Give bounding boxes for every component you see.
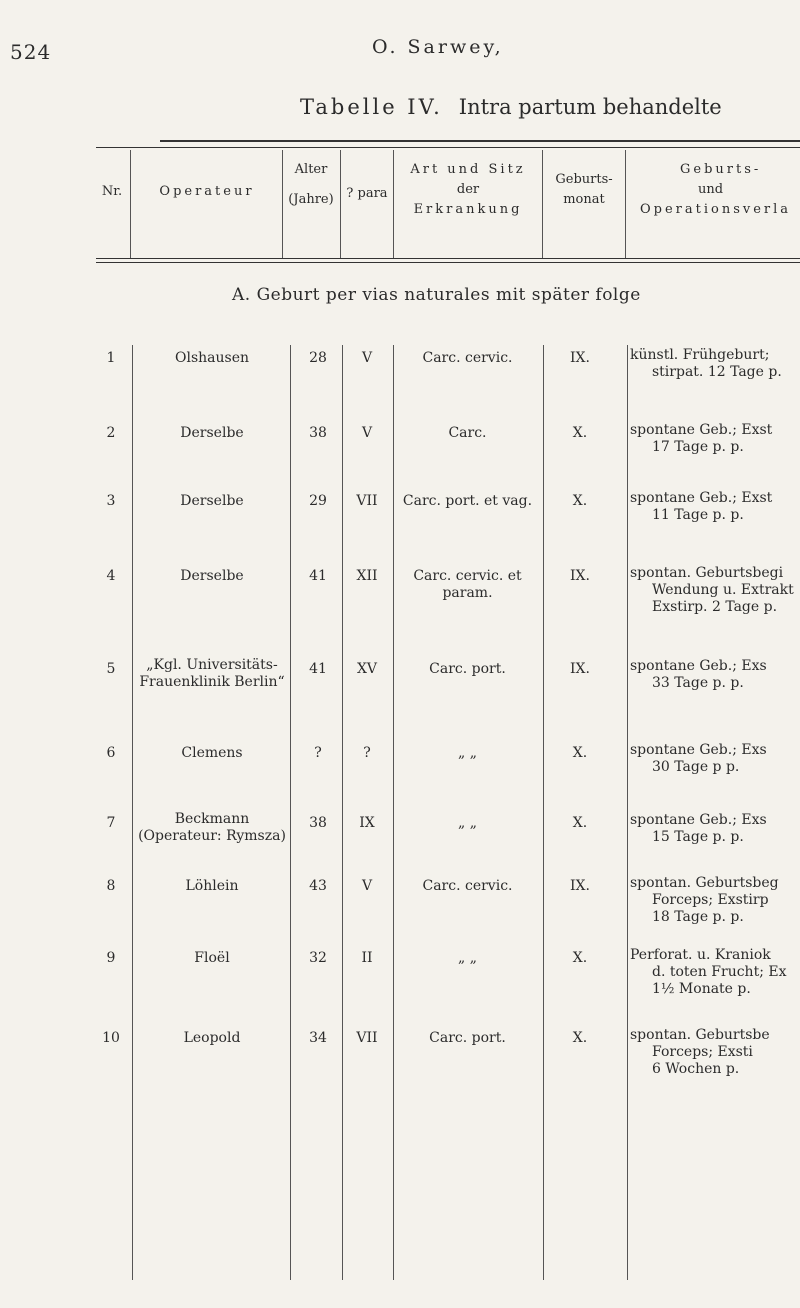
row-verlauf-line: Forceps; Exsti — [652, 1044, 753, 1060]
row-nr: 4 — [106, 568, 116, 584]
row-verlauf — [630, 347, 800, 381]
row-verlauf-line: 30 Tage p p. — [652, 759, 740, 775]
row-erkrankung-line: Carc. port. — [429, 1030, 506, 1046]
row-operateur-line: Leopold — [183, 1030, 241, 1046]
row-erkrankung-line: Carc. cervic. et — [413, 568, 522, 584]
row-erkrankung-line: param. — [442, 585, 493, 601]
row-nr: 6 — [106, 745, 116, 761]
row-para: ? — [363, 745, 371, 761]
row-para: V — [361, 878, 373, 894]
row-verlauf-line: künstl. Frühgeburt; — [630, 347, 770, 363]
row-alter: 32 — [309, 950, 327, 966]
row-operateur-line: Clemens — [181, 745, 243, 761]
row-para: IX — [359, 815, 375, 831]
col-divider — [393, 345, 394, 1280]
row-monat: X. — [572, 745, 588, 761]
row-operateur-line: Derselbe — [180, 493, 244, 509]
table-title — [300, 95, 722, 119]
row-erkrankung — [395, 568, 540, 602]
row-para: XII — [356, 568, 378, 584]
row-operateur-line: Derselbe — [180, 425, 244, 441]
row-verlauf — [630, 947, 800, 998]
running-head: O. Sarwey, — [372, 36, 504, 58]
row-verlauf-line: Perforat. u. Kraniok — [630, 947, 771, 963]
header-bottom-rule-2 — [96, 262, 800, 263]
row-erkrankung-line: Carc. port. — [429, 661, 506, 677]
col-divider — [625, 150, 626, 258]
header-erkrankung — [394, 160, 542, 220]
row-operateur — [132, 568, 292, 585]
header-art-line3: Erkrankung — [413, 202, 523, 217]
row-operateur-line: Beckmann — [174, 811, 250, 827]
row-verlauf-line: spontan. Geburtsbe — [630, 1027, 770, 1043]
row-nr: 8 — [106, 878, 116, 894]
row-para: VII — [356, 1030, 378, 1046]
row-verlauf-line: Forceps; Exstirp — [652, 892, 769, 908]
header-art-line1: Art und Sitz — [410, 162, 526, 177]
row-verlauf — [630, 422, 800, 456]
row-monat: IX. — [570, 878, 590, 894]
row-operateur-line: Olshausen — [174, 350, 249, 366]
row-erkrankung-line: Carc. — [448, 425, 487, 441]
row-verlauf-line: Wendung u. Extrakt — [652, 582, 794, 598]
row-erkrankung — [395, 493, 540, 510]
row-verlauf-line: 6 Wochen p. — [652, 1061, 740, 1077]
row-monat: X. — [572, 815, 588, 831]
row-nr: 2 — [106, 425, 116, 441]
row-nr: 1 — [106, 350, 116, 366]
row-para: VII — [356, 493, 378, 509]
header-verlauf — [628, 160, 800, 220]
row-verlauf-line: d. toten Frucht; Ex — [652, 964, 787, 980]
row-erkrankung — [395, 950, 540, 967]
row-monat: X. — [572, 493, 588, 509]
row-monat: X. — [572, 1030, 588, 1046]
header-alter-line2: (Jahre) — [288, 192, 334, 207]
row-nr: 7 — [106, 815, 116, 831]
row-verlauf-line: Exstirp. 2 Tage p. — [652, 599, 778, 615]
row-verlauf — [630, 742, 800, 776]
row-operateur-line: „Kgl. Universitäts- — [146, 657, 278, 673]
header-para: ? para — [346, 186, 388, 201]
row-nr: 10 — [102, 1030, 120, 1046]
row-verlauf-line: spontane Geb.; Exs — [630, 658, 767, 674]
row-erkrankung — [395, 878, 540, 895]
header-alter — [283, 160, 339, 210]
col-divider — [342, 345, 343, 1280]
row-verlauf-line: spontane Geb.; Exst — [630, 490, 773, 506]
row-verlauf-line: 18 Tage p. p. — [652, 909, 744, 925]
row-erkrankung — [395, 815, 540, 832]
row-erkrankung-line: Carc. port. et vag. — [402, 493, 533, 509]
row-verlauf — [630, 1027, 800, 1078]
row-verlauf-line: 1½ Monate p. — [652, 981, 751, 997]
row-verlauf — [630, 565, 800, 616]
row-erkrankung — [395, 661, 540, 678]
col-divider — [543, 345, 544, 1280]
row-monat: X. — [572, 950, 588, 966]
row-erkrankung-line: „ „ — [458, 745, 477, 761]
page-number: 524 — [10, 40, 52, 64]
header-top-rule — [96, 147, 800, 148]
row-operateur — [132, 425, 292, 442]
row-operateur-line: Derselbe — [180, 568, 244, 584]
row-erkrankung — [395, 425, 540, 442]
row-verlauf-line: spontane Geb.; Exs — [630, 742, 767, 758]
row-alter: 38 — [309, 425, 327, 441]
row-nr: 3 — [106, 493, 116, 509]
row-verlauf — [630, 658, 800, 692]
header-geb-line3: Operationsverla — [640, 202, 792, 217]
row-verlauf-line: 15 Tage p. p. — [652, 829, 744, 845]
row-erkrankung — [395, 1030, 540, 1047]
table-caption: Intra partum behandelte — [458, 95, 722, 119]
row-operateur — [132, 657, 292, 691]
header-bottom-rule — [96, 258, 800, 259]
row-operateur — [132, 1030, 292, 1047]
row-operateur — [132, 350, 292, 367]
header-monat-line2: monat — [563, 192, 605, 207]
row-monat: IX. — [570, 350, 590, 366]
top-rule-thick — [160, 140, 800, 142]
header-operateur: Operateur — [159, 184, 255, 199]
row-operateur — [132, 878, 292, 895]
row-monat: IX. — [570, 568, 590, 584]
row-verlauf-line: spontan. Geburtsbegi — [630, 565, 784, 581]
header-monat-line1: Geburts- — [555, 172, 613, 187]
row-monat: IX. — [570, 661, 590, 677]
row-erkrankung-line: Carc. cervic. — [422, 878, 513, 894]
header-nr: Nr. — [101, 184, 123, 199]
row-monat: X. — [572, 425, 588, 441]
row-alter: 41 — [309, 661, 327, 677]
row-alter: ? — [314, 745, 322, 761]
row-operateur-line: Frauenklinik Berlin“ — [139, 674, 285, 690]
row-erkrankung-line: „ „ — [458, 815, 477, 831]
row-alter: 43 — [309, 878, 327, 894]
col-divider — [627, 345, 628, 1280]
row-verlauf-line: 11 Tage p. p. — [652, 507, 744, 523]
row-erkrankung-line: „ „ — [458, 950, 477, 966]
row-operateur-line: Löhlein — [185, 878, 239, 894]
row-operateur — [132, 493, 292, 510]
row-operateur — [132, 811, 292, 845]
header-art-line2: der — [456, 182, 480, 197]
header-geb-line2: und — [698, 182, 724, 197]
row-alter: 34 — [309, 1030, 327, 1046]
row-erkrankung — [395, 350, 540, 367]
col-divider — [130, 150, 131, 258]
row-nr: 5 — [106, 661, 116, 677]
col-divider — [340, 150, 341, 258]
row-verlauf-line: 17 Tage p. p. — [652, 439, 744, 455]
row-para: V — [361, 350, 373, 366]
row-verlauf — [630, 875, 800, 926]
row-para: XV — [356, 661, 378, 677]
header-geb-line1: Geburts- — [680, 162, 762, 177]
header-monat — [543, 170, 625, 210]
row-para: V — [361, 425, 373, 441]
row-erkrankung-line: Carc. cervic. — [422, 350, 513, 366]
row-operateur — [132, 950, 292, 967]
table-label: Tabelle IV. — [300, 95, 443, 119]
row-verlauf-line: spontane Geb.; Exst — [630, 422, 773, 438]
row-alter: 29 — [309, 493, 327, 509]
row-verlauf — [630, 812, 800, 846]
row-operateur — [132, 745, 292, 762]
row-operateur-line: (Operateur: Rymsza) — [138, 828, 286, 844]
row-operateur-line: Floël — [194, 950, 230, 966]
row-para: II — [361, 950, 373, 966]
section-heading-a: A. Geburt per vias naturales mit später folge — [232, 285, 641, 305]
row-verlauf-line: spontan. Geburtsbeg — [630, 875, 779, 891]
row-verlauf-line: 33 Tage p. p. — [652, 675, 744, 691]
row-nr: 9 — [106, 950, 116, 966]
row-alter: 41 — [309, 568, 327, 584]
row-verlauf-line: stirpat. 12 Tage p. — [652, 364, 782, 380]
row-verlauf — [630, 490, 800, 524]
row-alter: 38 — [309, 815, 327, 831]
row-erkrankung — [395, 745, 540, 762]
row-alter: 28 — [309, 350, 327, 366]
header-alter-line1: Alter — [294, 162, 328, 177]
row-verlauf-line: spontane Geb.; Exs — [630, 812, 767, 828]
